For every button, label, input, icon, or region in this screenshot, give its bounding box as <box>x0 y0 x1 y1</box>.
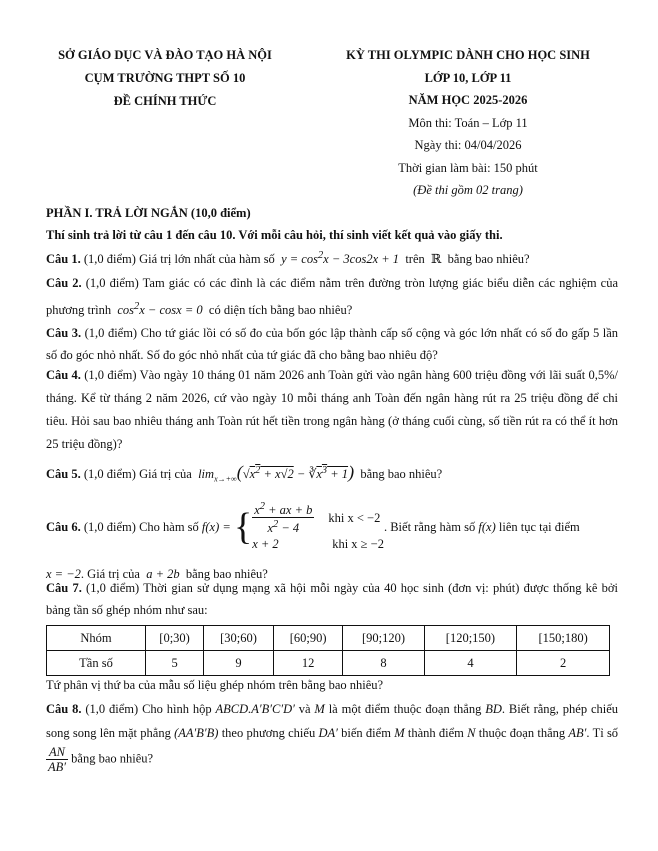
q8-label: Câu 8. <box>46 702 82 716</box>
table-cell: 5 <box>146 651 204 676</box>
question-6 <box>46 500 618 585</box>
q6-point: x = −2 <box>46 567 81 582</box>
q5-text-1: Giá trị của <box>139 467 192 482</box>
q8-segment-bd: BD <box>485 702 502 716</box>
q8-text-3: là một điểm thuộc đoạn thẳng <box>328 702 482 716</box>
table-cell: [30;60) <box>204 626 274 651</box>
question-4 <box>46 364 618 456</box>
school-cluster: CỤM TRƯỜNG THPT SỐ 10 <box>84 71 246 85</box>
exam-date: Ngày thi: 04/04/2026 <box>414 138 522 152</box>
table-cell: [60;90) <box>273 626 343 651</box>
q8-text-10: bằng bao nhiêu? <box>71 751 154 766</box>
part-heading <box>46 202 618 246</box>
question-3 <box>46 322 618 366</box>
exam-duration: Thời gian làm bài: 150 phút <box>398 160 538 175</box>
q6-label: Câu 6. <box>46 519 81 534</box>
q6-case2-expr: x + 2 <box>252 537 279 552</box>
frequency-table <box>46 625 610 676</box>
q3-text: Cho tứ giác lồi có số đo của bốn góc lập thành cấp số cộng và góc lớn nhất có số đo gấp 5 lần số đo góc nhỏ nhất. Số đo góc nhỏ nhất của tứ giác đã cho bằng bao nhiêu độ? <box>46 326 619 362</box>
q8-ratio: $\frac{AN}{AB'}$ <box>48 745 67 774</box>
q8-score: (1,0 điểm) <box>85 702 139 716</box>
table-row-frequencies <box>47 651 610 676</box>
q8-text-6: biến điểm <box>341 726 391 740</box>
question-2 <box>46 272 618 322</box>
exam-name: KỲ THI OLYMPIC DÀNH CHO HỌC SINH <box>346 48 590 62</box>
q4-rate: 0,5%/ tháng <box>46 368 619 405</box>
table-cell: [0;30) <box>146 626 204 651</box>
q5-text-2: bằng bao nhiêu? <box>360 467 443 482</box>
table-cell: 2 <box>517 651 610 676</box>
q6-text-2: . Biết rằng hàm số <box>383 519 476 534</box>
q6-function-def: f(x) = <box>201 519 234 534</box>
table-cell: [150;180) <box>517 626 610 651</box>
q8-text-9: . Tỉ số <box>586 726 619 740</box>
header-right <box>318 44 618 202</box>
q4-text-1: Vào ngày 10 tháng 01 năm 2026 anh Toàn gửi vào ngân hàng 600 triệu đồng với lãi suất <box>139 368 586 382</box>
q8-segment-ab: AB′ <box>568 726 587 740</box>
q2-formula: $\cos^2x - \cos x = 0$ <box>114 301 206 318</box>
exam-grades: LỚP 10, LỚP 11 <box>424 70 512 85</box>
part-title: PHẦN I. TRẢ LỜI NGẮN (10,0 điểm) <box>46 206 251 220</box>
q6-text-3: liên tục tại điểm <box>498 519 580 534</box>
q6-text-1: Cho hàm số <box>139 519 199 534</box>
q6-expression: a + 2b <box>143 567 183 582</box>
q8-text-7: thành điểm <box>407 726 464 740</box>
q8-text-4: . Biết rằng, phép chiếu song song lên mặt phẳng <box>46 702 619 740</box>
q8-text-2: và <box>298 702 311 716</box>
question-5 <box>46 458 618 493</box>
q2-label: Câu 2. <box>46 276 82 290</box>
q1-text-3: bằng bao nhiêu? <box>447 252 530 267</box>
q4-text-2: . Kể từ tháng 2 năm 2026, cứ vào ngày 10 mỗi tháng anh Toàn đến ngân hàng rút ra 25 triệu đồng để chi tiêu. Hỏi sau bao nhiêu tháng anh Toàn rút hết tiền trong ngân hàng (ở tháng cuối cùng, số tiền rút ra có thể ít hơn 25 triệu đồng)? <box>46 391 618 451</box>
q6-fx: f(x) <box>478 519 496 534</box>
q2-score: (1,0 điểm) <box>85 276 139 290</box>
q6-case1-expr: $\frac{x^2 + ax + b}{x^2 - 4}$ <box>254 501 313 536</box>
q5-limit-formula: $\lim_{x\to+\infty}(√x^2 + x√2$ − $∛x^3 + 1$) <box>194 462 355 484</box>
q8-point-m: M <box>314 702 325 716</box>
question-1 <box>46 245 618 270</box>
question-8 <box>46 697 618 774</box>
q2-text-2: có diện tích bằng bao nhiêu? <box>208 303 353 318</box>
q2-text-1: Tam giác có các đỉnh là các điểm nằm trên đường tròn lượng giác biểu diễn các nghiệm của phương trình <box>46 276 619 318</box>
q6-case1-cond: khi x < −2 <box>328 510 381 525</box>
q5-score: (1,0 điểm) <box>83 467 136 482</box>
table-cell: 4 <box>424 651 517 676</box>
q8-text-1: Cho hình hộp <box>142 702 212 716</box>
q8-point-n: N <box>467 726 476 740</box>
q8-text-5: theo phương chiếu <box>221 726 316 740</box>
q8-direction: DA′ <box>318 726 338 740</box>
q6-score: (1,0 điểm) <box>83 519 136 534</box>
table-head-groups: Nhóm <box>47 626 146 651</box>
q3-label: Câu 3. <box>46 326 82 340</box>
q6-case2-cond: khi x ≥ −2 <box>332 537 384 552</box>
q8-plane: (AA′B′B) <box>174 726 219 740</box>
table-row-groups <box>47 626 610 651</box>
official-label: ĐỀ CHÍNH THỨC <box>113 94 217 108</box>
q1-score: (1,0 điểm) <box>83 252 136 267</box>
q8-point-m2: M <box>394 726 405 740</box>
q1-text-1: Giá trị lớn nhất của hàm số <box>139 252 275 267</box>
table-cell: 9 <box>204 651 274 676</box>
q4-label: Câu 4. <box>46 368 81 382</box>
q6-cases <box>252 500 384 553</box>
part-instruction: Thí sinh trả lời từ câu 1 đến câu 10. Với mỗi câu hỏi, thí sinh viết kết quả vào giấy thi. <box>46 228 503 242</box>
exam-subject: Môn thi: Toán – Lớp 11 <box>408 115 528 130</box>
q1-real-set: ℝ <box>427 252 445 267</box>
q7-text: Thời gian sử dụng mạng xã hội mỗi ngày của 40 học sinh (đơn vị: phút) được thống kê bởi bảng tần số ghép nhóm như sau: <box>46 581 619 617</box>
table-cell: [120;150) <box>424 626 517 651</box>
q1-formula: $y = \cos^2x - 3\cos 2x + 1$ <box>277 250 403 267</box>
school-year: NĂM HỌC 2025-2026 <box>408 93 528 107</box>
q3-score: (1,0 điểm) <box>84 326 138 340</box>
table-head-frequency: Tần số <box>47 651 146 676</box>
q7-score: (1,0 điểm) <box>86 581 140 595</box>
q6-text-4: . Giá trị của <box>80 567 140 582</box>
department-name: SỞ GIÁO DỤC VÀ ĐÀO TẠO HÀ NỘI <box>58 48 272 62</box>
q1-label: Câu 1. <box>46 252 81 267</box>
q5-label: Câu 5. <box>46 467 81 482</box>
q7-label: Câu 7. <box>46 581 82 595</box>
q4-score: (1,0 điểm) <box>84 368 137 382</box>
q8-text-8: thuộc đoạn thẳng <box>478 726 566 740</box>
q1-text-2: trên <box>405 252 425 267</box>
table-cell: 12 <box>273 651 343 676</box>
q6-text-5: bằng bao nhiêu? <box>185 567 268 582</box>
header-left <box>30 44 300 113</box>
q7-after: Tứ phân vị thứ ba của mẫu số liệu ghép nhóm trên bằng bao nhiêu? <box>46 678 384 692</box>
pages-note: (Đề thi gồm 02 trang) <box>413 183 523 197</box>
question-7 <box>46 577 618 694</box>
table-cell: [90;120) <box>343 626 424 651</box>
q6-brace: { <box>233 505 253 548</box>
q8-box: ABCD.A′B′C′D′ <box>215 702 295 716</box>
table-cell: 8 <box>343 651 424 676</box>
